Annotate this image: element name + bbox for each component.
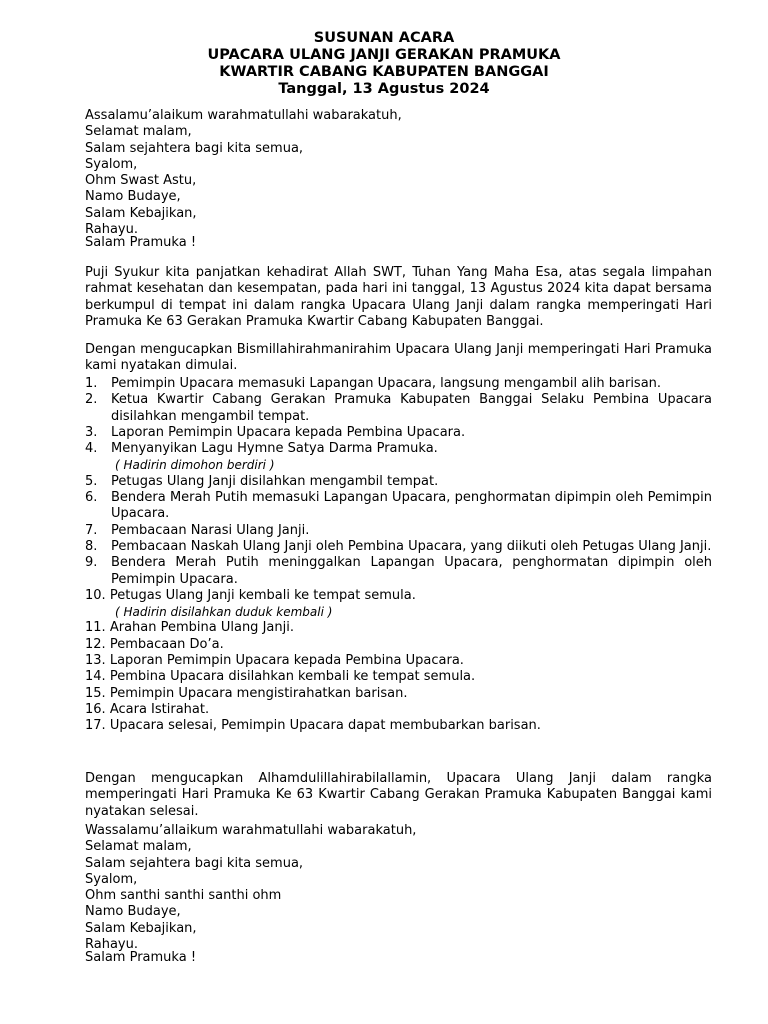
greeting-line: Salam Kebajikan, [85, 920, 197, 936]
intro-paragraph: Puji Syukur kita panjatkan kehadirat Allah SWT, Tuhan Yang Maha Esa, atas segala limpahan rahmat kesehatan dan kesempatan, pada hari ini tanggal, 13 Agustus 2024 kita dapat bersama berkumpul di tempat ini dalam rangka Upacara Ulang Janji dalam rangka memperingati Hari Pramuka Ke 63 Gerakan Pramuka Kwartir Cabang Kabupaten Banggai. [85, 265, 712, 329]
greeting-line: Syalom, [85, 156, 138, 172]
agenda-text: Menyanyikan Lagu Hymne Satya Darma Pramuka. [111, 441, 438, 457]
greeting-line: Rahayu. [85, 937, 138, 953]
agenda-item [85, 392, 712, 425]
salam-pramuka-open [85, 235, 712, 251]
agenda-number: 10. [85, 587, 106, 603]
agenda-item [85, 718, 712, 734]
agenda-text: Pemimpin Upacara memasuki Lapangan Upacara, langsung mengambil alih barisan. [111, 376, 662, 391]
agenda-number: 17. [85, 718, 106, 734]
agenda-text: Pembacaan Do’a. [109, 636, 224, 652]
agenda-text: Laporan Pemimpin Upacara kepada Pembina Upacara. [111, 424, 466, 440]
agenda-item [85, 588, 712, 604]
agenda-item [85, 474, 712, 490]
audience-note-sit: ( Hadirin disilahkan duduk kembali ) [115, 605, 333, 620]
agenda-number: 12. [85, 636, 106, 652]
greeting-line: Namo Budaye, [85, 189, 181, 205]
agenda-number: 16. [85, 701, 106, 717]
agenda-item [85, 490, 712, 523]
agenda-text: Ketua Kwartir Cabang Gerakan Pramuka Kabupaten Banggai Selaku Pembina Upacara disilahkan mengambil tempat. [111, 392, 712, 424]
agenda-text: Pemimpin Upacara mengistirahatkan barisan. [109, 685, 408, 701]
agenda-text: Bendera Merah Putih meninggalkan Lapangan Upacara, penghormatan dipimpin oleh Pemimpin Upacara. [111, 555, 712, 587]
agenda-item [85, 702, 712, 718]
greeting-line: Wassalamu’allaikum warahmatullahi wabarakatuh, [85, 823, 417, 838]
agenda-item [85, 555, 712, 588]
agenda-text: Laporan Pemimpin Upacara kepada Pembina Upacara. [109, 653, 464, 669]
title-line-1: SUSUNAN ACARA [313, 30, 455, 46]
agenda-list [85, 376, 712, 735]
title-line-2: UPACARA ULANG JANJI GERAKAN PRAMUKA [207, 47, 561, 63]
salam-pramuka-text: Salam Pramuka ! [85, 235, 197, 250]
agenda-item [85, 669, 712, 685]
agenda-item [85, 686, 712, 702]
title-date: Tanggal, 13 Agustus 2024 [278, 81, 490, 97]
opening-greetings [85, 108, 712, 238]
agenda-number: 11. [85, 620, 106, 636]
agenda-number: 1. [85, 376, 98, 391]
title-line-3: KWARTIR CABANG KABUPATEN BANGGAI [219, 64, 549, 80]
agenda-number: 14. [85, 669, 106, 685]
agenda-number: 13. [85, 653, 106, 669]
greeting-line: Ohm Swast Astu, [85, 173, 197, 189]
agenda-number: 15. [85, 685, 106, 701]
agenda-text: Arahan Pembina Ulang Janji. [109, 620, 294, 636]
agenda-text: Bendera Merah Putih memasuki Lapangan Upacara, penghormatan dipimpin oleh Pemimpin Upacara. [111, 490, 712, 522]
agenda-text: Pembina Upacara disilahkan kembali ke tempat semula. [109, 669, 476, 685]
greeting-line: Salam sejahtera bagi kita semua, [85, 140, 304, 156]
agenda-text: Pembacaan Narasi Ulang Janji. [111, 522, 310, 538]
agenda-item [85, 523, 712, 539]
agenda-number: 8. [85, 538, 98, 554]
agenda-item [85, 539, 712, 555]
agenda-number: 2. [85, 392, 98, 408]
opening-paragraph: Dengan mengucapkan Bismillahirahmanirahim Upacara Ulang Janji memperingati Hari Pramuka kami nyatakan dimulai. [85, 342, 712, 374]
agenda-text: Upacara selesai, Pemimpin Upacara dapat membubarkan barisan. [109, 718, 541, 734]
greeting-line: Selamat malam, [85, 124, 192, 140]
salam-pramuka-text: Salam Pramuka ! [85, 950, 197, 965]
agenda-text: Acara Istirahat. [109, 701, 210, 717]
agenda-item [85, 653, 712, 669]
greeting-line: Syalom, [85, 871, 138, 887]
greeting-line: Ohm santhi santhi santhi ohm [85, 888, 282, 904]
agenda-text: Petugas Ulang Janji disilahkan mengambil tempat. [111, 473, 439, 489]
greeting-line: Selamat malam, [85, 839, 192, 855]
audience-note-stand: ( Hadirin dimohon berdiri ) [115, 458, 275, 473]
agenda-number: 3. [85, 424, 98, 440]
greeting-line: Salam sejahtera bagi kita semua, [85, 855, 304, 871]
agenda-text: Pembacaan Naskah Ulang Janji oleh Pembina Upacara, yang diikuti oleh Petugas Ulang Janji. [111, 538, 712, 554]
agenda-text: Petugas Ulang Janji kembali ke tempat semula. [109, 587, 416, 603]
agenda-item [85, 441, 712, 457]
document-title-block [0, 30, 768, 98]
greeting-line: Salam Kebajikan, [85, 205, 197, 221]
greeting-line: Assalamu’alaikum warahmatullahi wabarakatuh, [85, 108, 402, 123]
closing-paragraph: Dengan mengucapkan Alhamdulillahirabilallamin, Upacara Ulang Janji dalam rangka memperingati Hari Pramuka Ke 63 Kwartir Cabang Gerakan Pramuka Kabupaten Banggai kami nyatakan selesai. [85, 771, 712, 819]
agenda-item [85, 425, 712, 441]
greeting-line: Rahayu. [85, 222, 138, 238]
agenda-item [85, 620, 712, 636]
agenda-number: 4. [85, 441, 98, 457]
closing-greetings [85, 823, 712, 953]
agenda-number: 5. [85, 473, 98, 489]
agenda-number: 9. [85, 555, 98, 571]
agenda-number: 6. [85, 490, 98, 506]
agenda-number: 7. [85, 522, 98, 538]
agenda-item [85, 637, 712, 653]
agenda-item [85, 376, 712, 392]
greeting-line: Namo Budaye, [85, 904, 181, 920]
salam-pramuka-close [85, 950, 712, 966]
